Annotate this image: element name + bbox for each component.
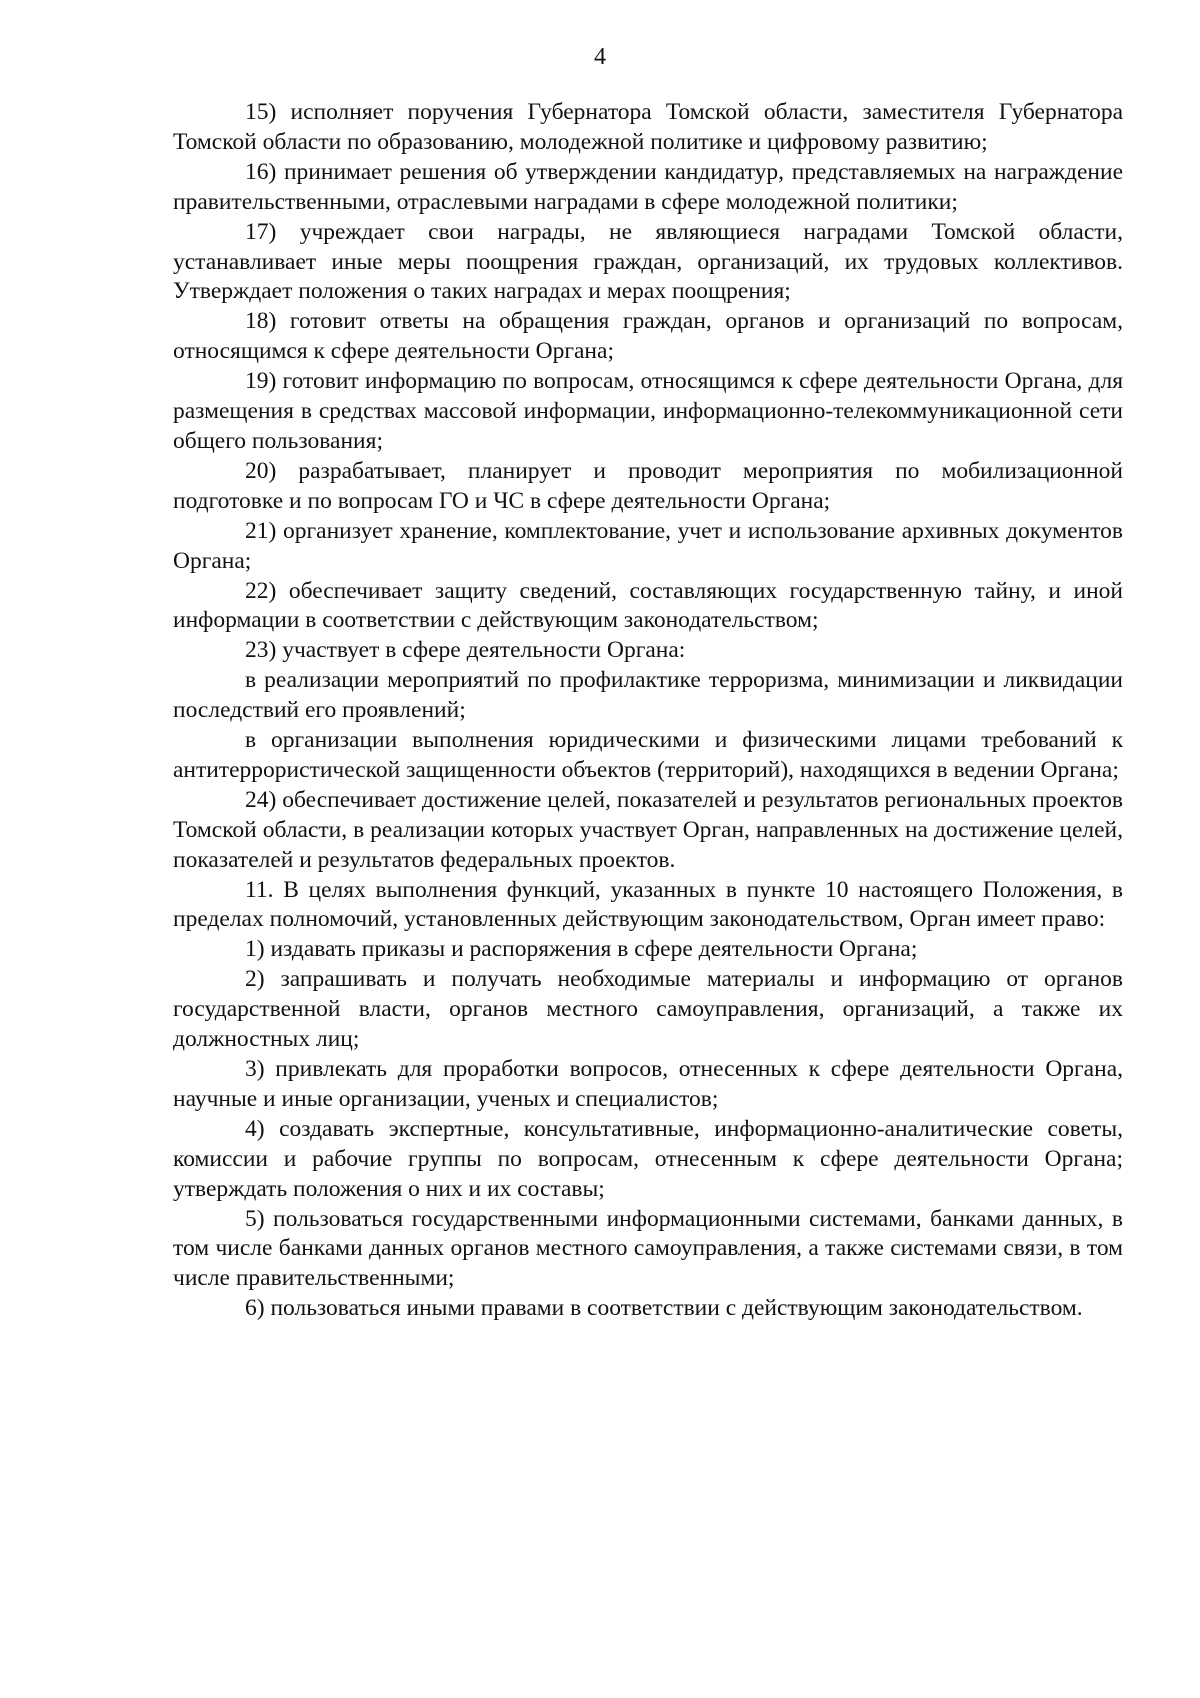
item-16-paragraph: 16) принимает решения об утверждении кандидатур, представляемых на награждение правительственными, отраслевыми наградами в сфере молодежной политики; [173, 158, 1123, 215]
item-23-subparagraph-protection: в организации выполнения юридическими и физическими лицами требований к антитеррористической защищенности объектов (территорий), находящихся в ведении Органа; [173, 727, 1123, 783]
right-3-paragraph: 3) привлекать для проработки вопросов, отнесенных к сфере деятельности Органа, научные и иные организации, ученых и специалистов; [173, 1056, 1123, 1112]
page-number: 4 [594, 44, 606, 70]
item-20-paragraph: 20) разрабатывает, планирует и проводит мероприятия по мобилизационной подготовке и по вопросам ГО и ЧС в сфере деятельности Органа; [173, 457, 1123, 514]
item-17-paragraph: 17) учреждает свои награды, не являющиеся наградами Томской области, устанавливает иные меры поощрения граждан, организаций, их трудовых коллективов. Утверждает положения о таких наградах и мерах поощрения; [173, 218, 1123, 305]
item-22-paragraph: 22) обеспечивает защиту сведений, составляющих государственную тайну, и иной информации в соответствии с действующим законодательством; [173, 577, 1123, 634]
right-1-paragraph: 1) издавать приказы и распоряжения в сфере деятельности Органа; [245, 936, 918, 963]
document-body [173, 98, 1123, 1324]
item-21-paragraph: 21) организует хранение, комплектование, учет и использование архивных документов Органа; [173, 517, 1123, 574]
item-23-subparagraph-terrorism: в реализации мероприятий по профилактике терроризма, минимизации и ликвидации последствий его проявлений; [173, 667, 1123, 724]
right-4-paragraph: 4) создавать экспертные, консультативные, информационно-аналитические советы, комиссии и рабочие группы по вопросам, отнесенным к сфере деятельности Органа; утверждать положения о них и их составы; [173, 1115, 1123, 1202]
item-23-paragraph: 23) участвует в сфере деятельности Органа: [245, 637, 686, 664]
item-15-paragraph: 15) исполняет поручения Губернатора Томской области, заместителя Губернатора Томской области по образованию, молодежной политике и цифровому развитию; [173, 99, 1123, 155]
right-6-paragraph: 6) пользоваться иными правами в соответствии с действующим законодательством. [245, 1295, 1083, 1322]
right-2-paragraph: 2) запрашивать и получать необходимые материалы и информацию от органов государственной власти, органов местного самоуправления, организаций, а также их должностных лиц; [173, 966, 1123, 1053]
item-18-paragraph: 18) готовит ответы на обращения граждан, органов и организаций по вопросам, относящимся к сфере деятельности Органа; [173, 308, 1123, 365]
right-5-paragraph: 5) пользоваться государственными информационными системами, банками данных, в том числе банками данных органов местного самоуправления, а также системами связи, в том числе правительственными; [173, 1205, 1123, 1292]
item-19-paragraph: 19) готовит информацию по вопросам, относящимся к сфере деятельности Органа, для размещения в средствах массовой информации, информационно-телекоммуникационной сети общего пользования; [173, 368, 1123, 454]
section-11-paragraph: 11. В целях выполнения функций, указанных в пункте 10 настоящего Положения, в пределах полномочий, установленных действующим законодательством, Орган имеет право: [173, 876, 1123, 933]
item-24-paragraph: 24) обеспечивает достижение целей, показателей и результатов региональных проектов Томской области, в реализации которых участвует Орган, направленных на достижение целей, показателей и результатов федеральных проектов. [173, 786, 1123, 873]
